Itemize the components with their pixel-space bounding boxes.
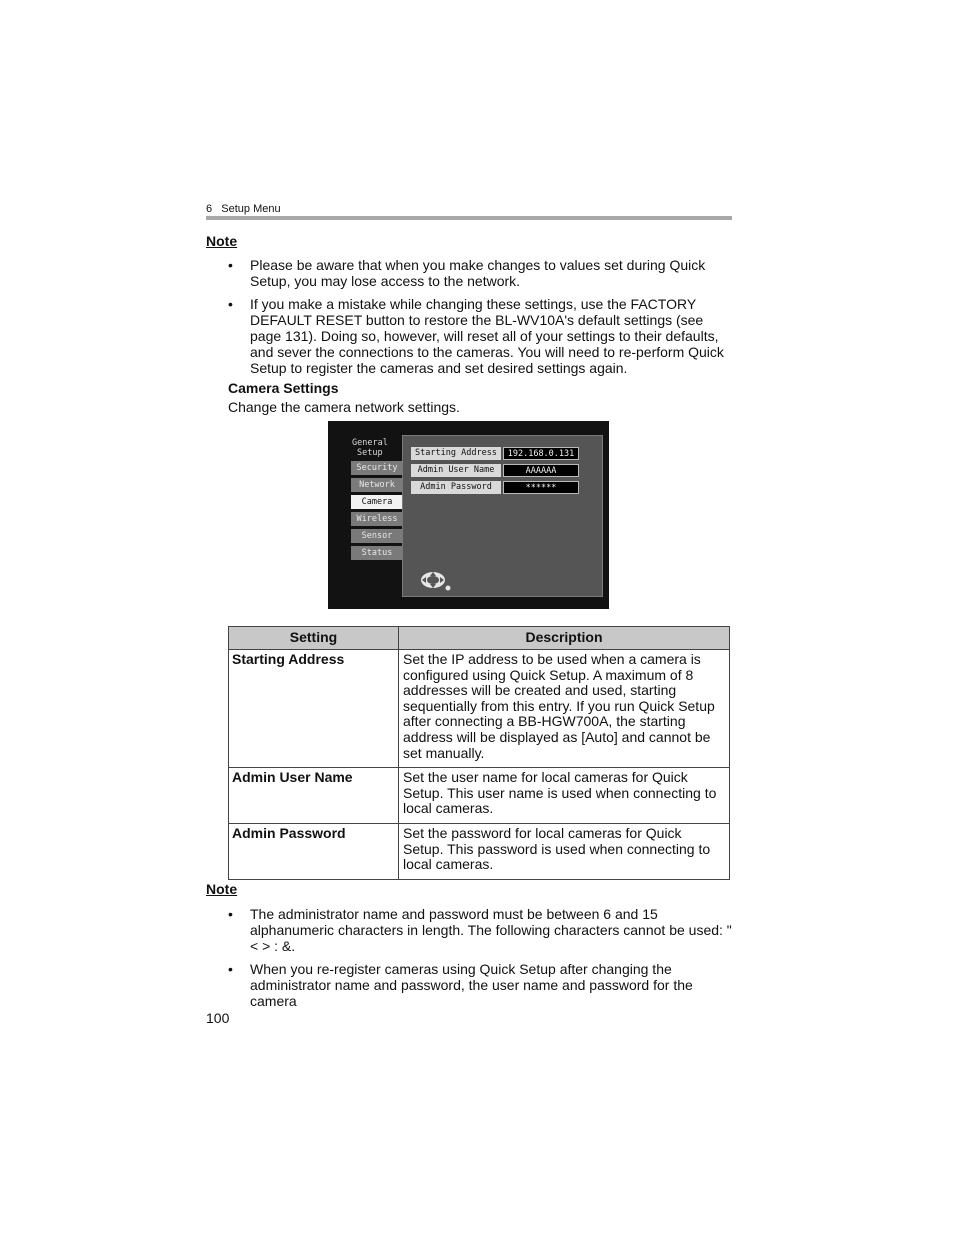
note-bullet: If you make a mistake while changing these settings, use the FACTORY DEFAULT RESET button to restore the BL-WV10A's default settings (see page 131). Doing so, however, will reset all of your settings to their defaults, and sever the connections to the cameras. You will need to re-perform Quick Setup to register the cameras and set desired settings again. xyxy=(250,296,724,376)
menu-item-status[interactable]: Status xyxy=(351,546,403,560)
table-row xyxy=(229,823,730,879)
settings-table xyxy=(228,626,730,880)
menu-title: General Setup xyxy=(352,438,388,458)
table-header-row xyxy=(229,627,730,650)
running-header: 6 Setup Menu xyxy=(206,203,281,215)
camera-settings-screen xyxy=(328,421,609,609)
field-label-admin-user-name: Admin User Name xyxy=(411,464,501,477)
note-bullet: Please be aware that when you make changes to values set during Quick Setup, you may lose access to the network. xyxy=(250,257,706,289)
column-header-setting: Setting xyxy=(229,627,399,650)
table-row xyxy=(229,768,730,824)
header-rule xyxy=(206,216,732,220)
bullet-marker: • xyxy=(228,296,233,312)
admin-password-value[interactable]: ****** xyxy=(503,481,579,494)
setting-description: Set the IP address to be used when a camera is configured using Quick Setup. A maximum of 8 addresses will be created and used, starting sequentially from this entry. If you run Quick Setup after connecting a BB-HGW700A, the starting address will be displayed as [Auto] and cannot be set manually. xyxy=(399,650,730,768)
section-title: Camera Settings xyxy=(228,380,339,396)
bullet-marker: • xyxy=(228,906,233,922)
bullet-marker: • xyxy=(228,257,233,273)
setting-name: Starting Address xyxy=(229,650,399,768)
page-number: 100 xyxy=(206,1010,230,1026)
column-header-description: Description xyxy=(399,627,730,650)
note-bullet: When you re-register cameras using Quick Setup after changing the administrator name and password, the user name and password for the camera xyxy=(250,961,693,1009)
setting-description: Set the password for local cameras for Quick Setup. This password is used when connecting to local cameras. xyxy=(399,823,730,879)
menu-item-camera[interactable]: Camera xyxy=(351,495,403,509)
note-title: Note xyxy=(206,233,238,249)
section-description: Change the camera network settings. xyxy=(228,399,460,415)
dpad-icon xyxy=(419,570,453,592)
bullet-marker: • xyxy=(228,961,233,977)
table-row xyxy=(229,650,730,768)
menu-item-wireless[interactable]: Wireless xyxy=(351,512,403,526)
setting-description: Set the user name for local cameras for Quick Setup. This user name is used when connecting to local cameras. xyxy=(399,768,730,824)
field-label-admin-password: Admin Password xyxy=(411,481,501,494)
settings-panel xyxy=(402,435,603,597)
note-bullet: The administrator name and password must be between 6 and 15 alphanumeric characters in length. The following characters cannot be used: " < > : &. xyxy=(250,906,732,954)
admin-user-name-value[interactable]: AAAAAA xyxy=(503,464,579,477)
setting-name: Admin User Name xyxy=(229,768,399,824)
menu-item-security[interactable]: Security xyxy=(351,461,403,475)
setting-name: Admin Password xyxy=(229,823,399,879)
field-label-starting-address: Starting Address xyxy=(411,447,501,460)
note-title: Note xyxy=(206,881,238,897)
menu-item-network[interactable]: Network xyxy=(351,478,403,492)
menu-item-sensor[interactable]: Sensor xyxy=(351,529,403,543)
starting-address-value[interactable]: 192.168.0.131 xyxy=(503,447,579,460)
